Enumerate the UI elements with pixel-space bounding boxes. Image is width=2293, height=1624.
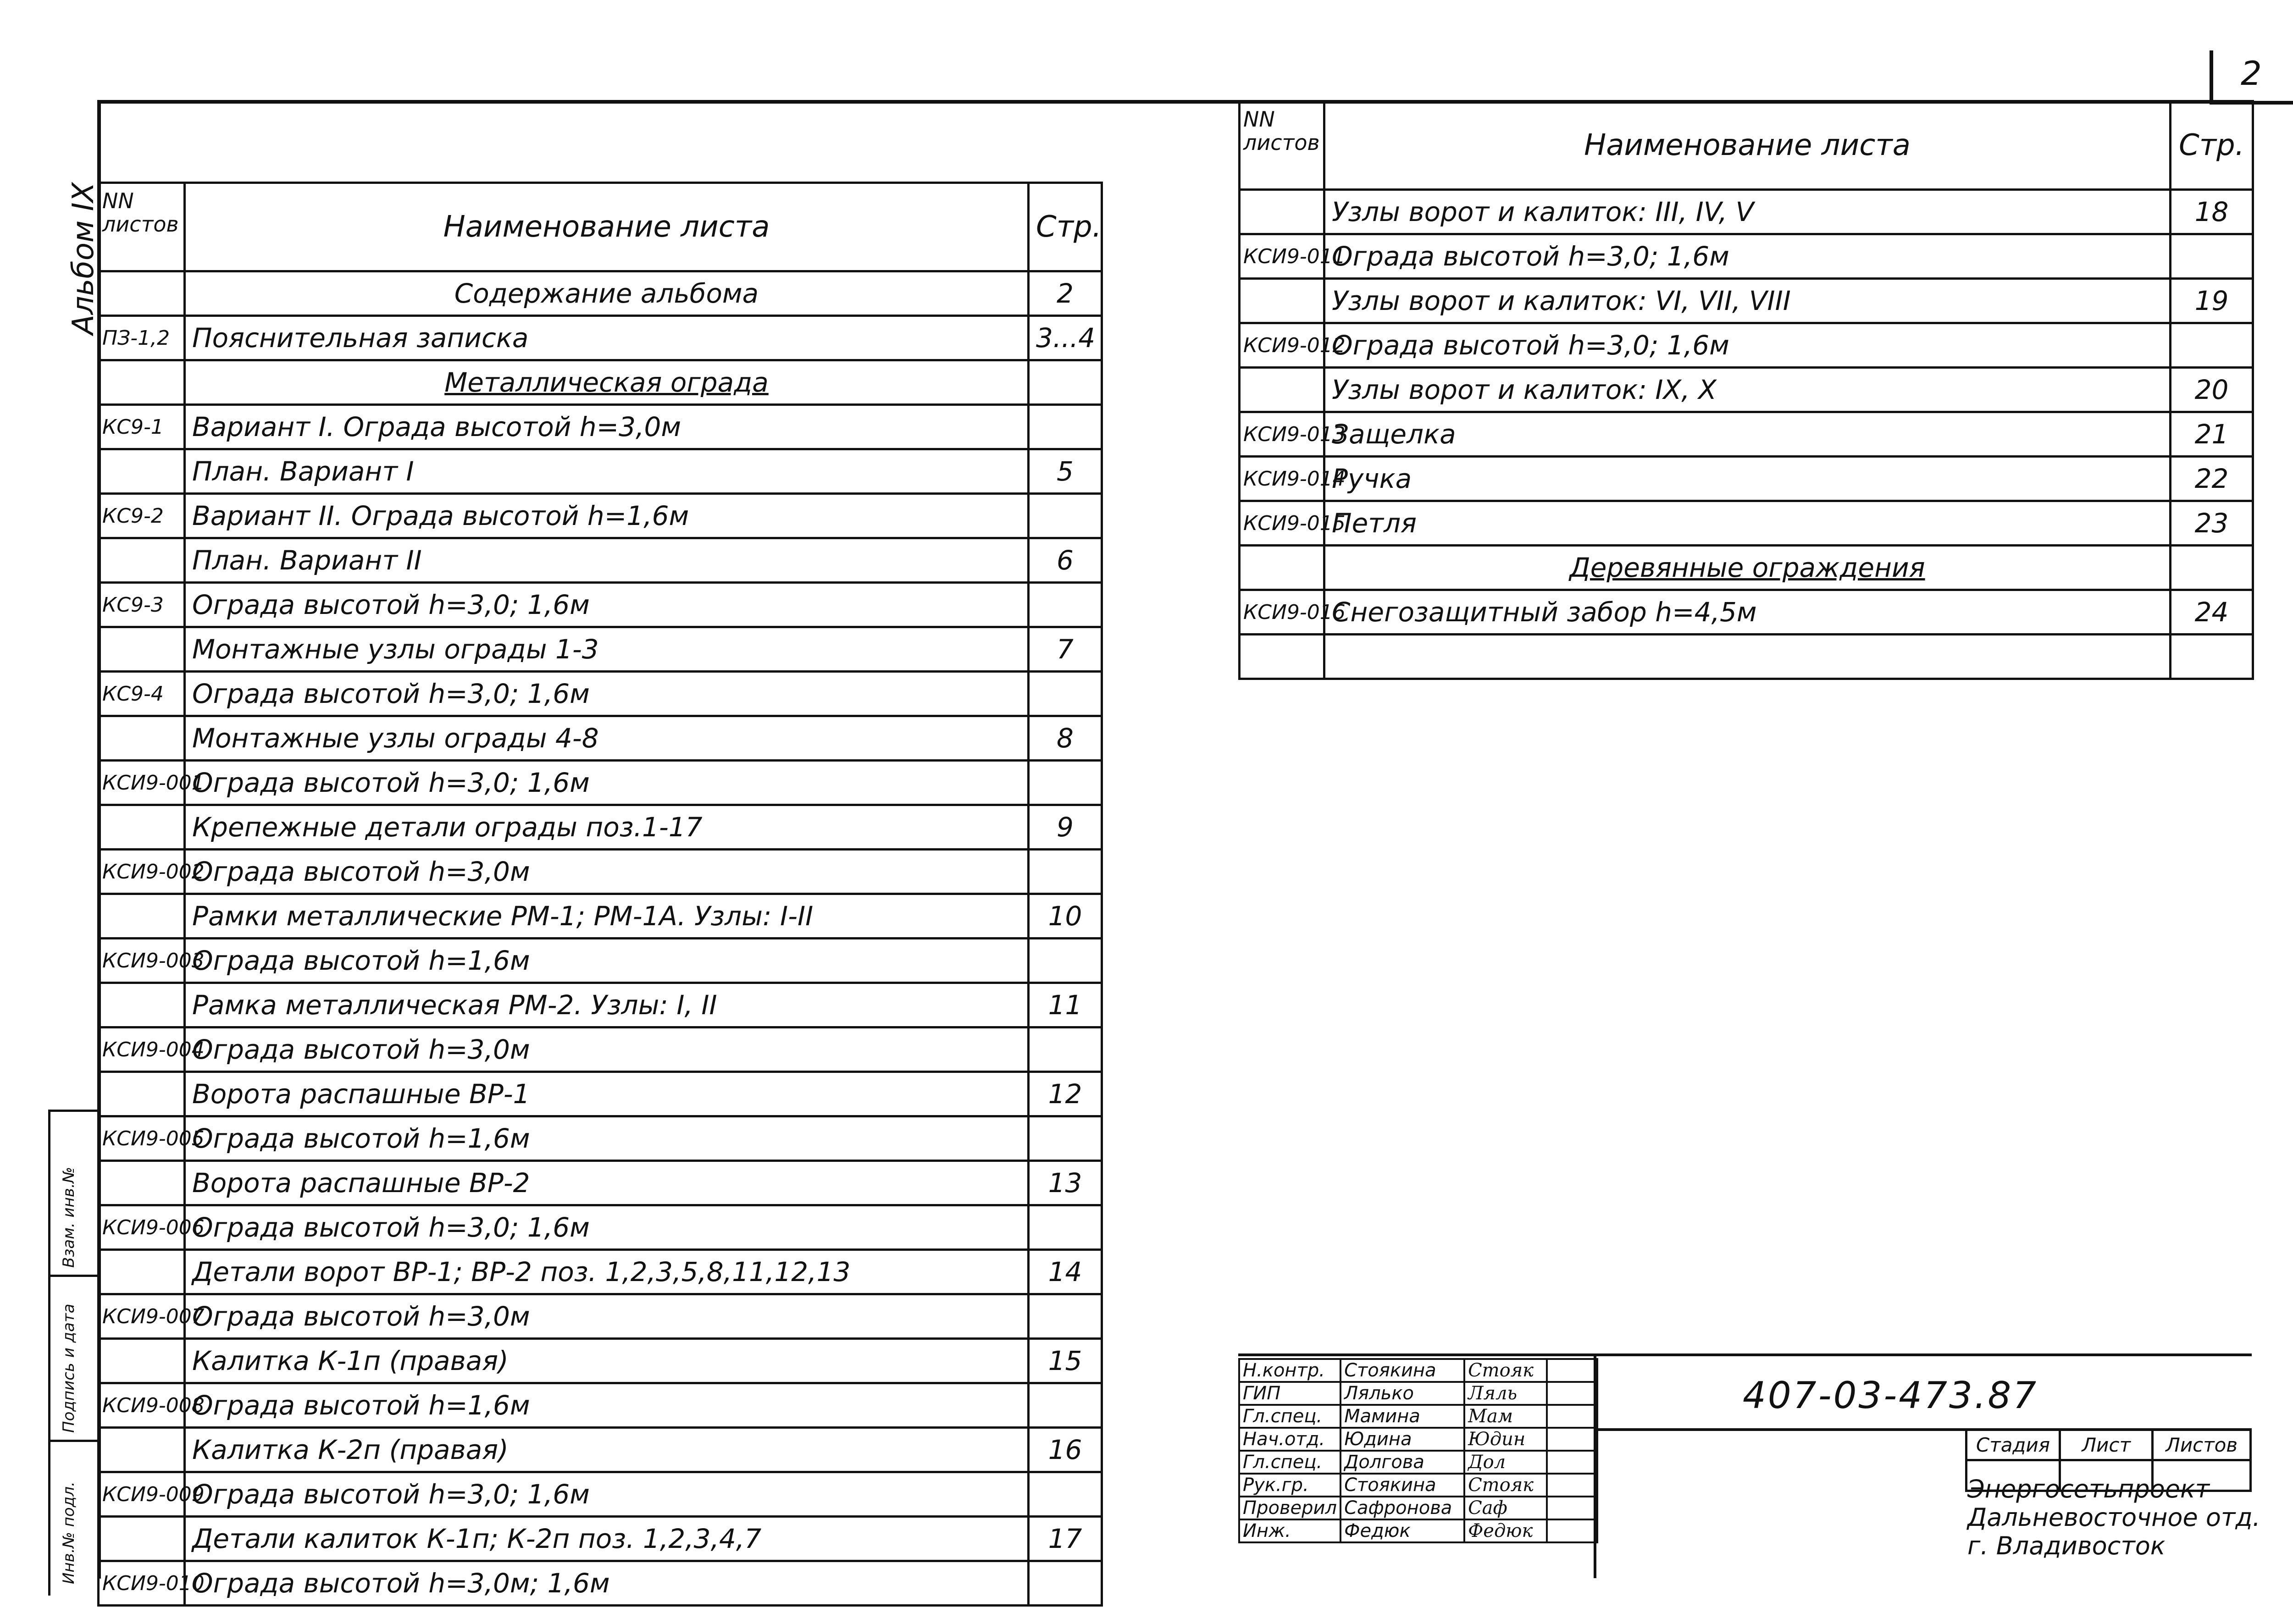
right-contents-table (1238, 100, 2254, 680)
sheet-name: Ограда высотой h=1,6м (185, 1116, 1029, 1161)
page-number (1029, 850, 1102, 894)
sheet-name: Ограда высотой h=3,0; 1,6м (185, 1472, 1029, 1517)
signer-name: Лялько (1340, 1382, 1464, 1405)
sheet-code (99, 894, 185, 939)
sheet-name: Ограда высотой h=3,0м (185, 1294, 1029, 1339)
sheet-name: Ограда высотой h=1,6м (185, 1383, 1029, 1428)
signer-date (1547, 1451, 1597, 1474)
sheet-name: Монтажные узлы ограды 4-8 (185, 716, 1029, 761)
table-row (99, 1250, 1102, 1294)
page-number (1029, 494, 1102, 538)
page-number: 5 (1029, 449, 1102, 494)
side-stamp-cell (50, 1275, 99, 1442)
sheet-code: КСИ9-005 (99, 1116, 185, 1161)
page-number: 17 (1029, 1517, 1102, 1561)
page-number: 20 (2171, 368, 2253, 412)
table-row (99, 449, 1102, 494)
table-row (99, 1027, 1102, 1072)
page-number (1029, 583, 1102, 627)
signature: Дол (1464, 1451, 1547, 1474)
sheet-name: Детали ворот ВР-1; ВР-2 поз. 1,2,3,5,8,11,12,13 (185, 1250, 1029, 1294)
page-number: 13 (1029, 1161, 1102, 1205)
sheet-name: Ручка (1324, 457, 2171, 501)
table-row (99, 1561, 1102, 1606)
sheet-code: КСИ9-012 (1240, 323, 1324, 368)
table-row (99, 1517, 1102, 1561)
sheet-name: Крепежные детали ограды поз.1-17 (185, 805, 1029, 850)
sheet-name: Ограда высотой h=3,0; 1,6м (1324, 323, 2171, 368)
table-row (1240, 590, 2253, 635)
signer-name: Федюк (1340, 1519, 1464, 1542)
sheet-header: Лист (2060, 1430, 2152, 1460)
signer-row (1239, 1474, 1597, 1497)
sheet-name: Ограда высотой h=3,0; 1,6м (185, 672, 1029, 716)
table-row (99, 716, 1102, 761)
signer-date (1547, 1474, 1597, 1497)
sheet-name: Узлы ворот и калиток: III, IV, V (1324, 190, 2171, 234)
sheet-name: Пояснительная записка (185, 316, 1029, 360)
table-row (1240, 546, 2253, 590)
table-row (99, 494, 1102, 538)
sheet-code: КС9-4 (99, 672, 185, 716)
table-row (99, 538, 1102, 583)
right-table-header (1240, 101, 2253, 190)
table-row (1240, 457, 2253, 501)
sheet-number: 2 (2241, 54, 2262, 93)
signature: Федюк (1464, 1519, 1547, 1542)
sheet-code: КСИ9-003 (99, 939, 185, 983)
header-nn: NN листов (1240, 101, 1324, 190)
side-stamp-cell (50, 1440, 99, 1593)
table-row (99, 1161, 1102, 1205)
sheet-code (99, 1428, 185, 1472)
left-table-header (99, 183, 1102, 271)
sheet-name: Ограда высотой h=3,0м; 1,6м (185, 1561, 1029, 1606)
page-number (1029, 1027, 1102, 1072)
table-row (1240, 412, 2253, 457)
signer-name: Стоякина (1340, 1359, 1464, 1382)
signature: Стояк (1464, 1359, 1547, 1382)
sheet-code (1240, 635, 1324, 679)
sheet-name: План. Вариант II (185, 538, 1029, 583)
page-number (2171, 323, 2253, 368)
signer-row (1239, 1382, 1597, 1405)
signer-name: Мамина (1340, 1405, 1464, 1428)
title-block-divider (1594, 1353, 1596, 1578)
sheet-name: Защелка (1324, 412, 2171, 457)
table-row (99, 850, 1102, 894)
side-stamp-cell (50, 1110, 99, 1277)
page-number: 2 (1029, 271, 1102, 316)
org-line: Энергосетьпроект (1967, 1475, 2210, 1503)
signature: Юдин (1464, 1428, 1547, 1451)
page-number: 16 (1029, 1428, 1102, 1472)
table-row (99, 316, 1102, 360)
table-row (99, 805, 1102, 850)
stage-header: Стадия (1966, 1430, 2060, 1460)
sheet-code (99, 449, 185, 494)
table-row (1240, 635, 2253, 679)
signature: Стояк (1464, 1474, 1547, 1497)
sheet-code (99, 538, 185, 583)
table-row (1240, 279, 2253, 323)
page-number: 18 (2171, 190, 2253, 234)
side-stamp-label: Инв.№ подл. (60, 1481, 78, 1584)
sheet-code: КСИ9-006 (99, 1205, 185, 1250)
signer-role: ГИП (1239, 1382, 1340, 1405)
sheet-code (99, 271, 185, 316)
table-row (99, 983, 1102, 1027)
signer-name: Сафронова (1340, 1497, 1464, 1519)
table-row (99, 1205, 1102, 1250)
sheet-code: КСИ9-013 (1240, 412, 1324, 457)
header-page: Стр. (2171, 101, 2253, 190)
side-stamp-label: Подпись и дата (60, 1304, 78, 1433)
sheet-code: КСИ9-004 (99, 1027, 185, 1072)
page-number: 15 (1029, 1339, 1102, 1383)
sheet-code (99, 1161, 185, 1205)
sheet-name: Ограда высотой h=3,0; 1,6м (185, 583, 1029, 627)
page-number (1029, 360, 1102, 405)
sheet-name: План. Вариант I (185, 449, 1029, 494)
sheet-code (99, 1517, 185, 1561)
signer-date (1547, 1405, 1597, 1428)
sheet-code: КС9-1 (99, 405, 185, 449)
sheet-code (99, 1250, 185, 1294)
table-row (99, 1472, 1102, 1517)
page-number: 22 (2171, 457, 2253, 501)
sheet-name: Петля (1324, 501, 2171, 546)
signer-role: Нач.отд. (1239, 1428, 1340, 1451)
signer-name: Стоякина (1340, 1474, 1464, 1497)
signer-role: Рук.гр. (1239, 1474, 1340, 1497)
signature: Ляль (1464, 1382, 1547, 1405)
sheet-code (99, 983, 185, 1027)
sheet-name: Рамки металлические РМ-1; РМ-1А. Узлы: I-II (185, 894, 1029, 939)
table-row (99, 271, 1102, 316)
signer-role: Н.контр. (1239, 1359, 1340, 1382)
signer-date (1547, 1428, 1597, 1451)
page-number: 23 (2171, 501, 2253, 546)
table-row (99, 1294, 1102, 1339)
sheet-code: КСИ9-016 (1240, 590, 1324, 635)
sheet-name: Узлы ворот и калиток: IX, X (1324, 368, 2171, 412)
signer-row (1239, 1405, 1597, 1428)
table-row (1240, 501, 2253, 546)
page-number (1029, 939, 1102, 983)
sheet-code (1240, 546, 1324, 590)
sheet-code: КС9-2 (99, 494, 185, 538)
table-row (99, 405, 1102, 449)
sheet-code (1240, 279, 1324, 323)
table-row (1240, 323, 2253, 368)
signer-row (1239, 1428, 1597, 1451)
header-page: Стр. (1029, 183, 1102, 271)
sheet-code: КСИ9-007 (99, 1294, 185, 1339)
side-stamp-label: Взам. инв.№ (60, 1166, 78, 1268)
signer-date (1547, 1382, 1597, 1405)
sheet-name: Ворота распашные ВР-2 (185, 1161, 1029, 1205)
organization (1967, 1475, 2260, 1560)
signer-row (1239, 1451, 1597, 1474)
page-number (1029, 1205, 1102, 1250)
sheet-code (99, 627, 185, 672)
table-row (99, 627, 1102, 672)
sheet-code: КСИ9-011 (1240, 234, 1324, 279)
signers-table (1238, 1358, 1598, 1543)
sheet-name: Вариант II. Ограда высотой h=1,6м (185, 494, 1029, 538)
title-block (1238, 1353, 2260, 1578)
sheet-name: Снегозащитный забор h=4,5м (1324, 590, 2171, 635)
table-row (1240, 234, 2253, 279)
table-row (99, 1072, 1102, 1116)
sheet-code (99, 360, 185, 405)
signature: Саф (1464, 1497, 1547, 1519)
sheet-code: КСИ9-014 (1240, 457, 1324, 501)
sheet-name: Ограда высотой h=3,0; 1,6м (185, 761, 1029, 805)
sheet-code: КСИ9-008 (99, 1383, 185, 1428)
signer-row (1239, 1359, 1597, 1382)
sheet-name (1324, 635, 2171, 679)
sheets-header: Листов (2153, 1430, 2251, 1460)
sheet-code (1240, 368, 1324, 412)
sheet-code: КСИ9-009 (99, 1472, 185, 1517)
sheet-code (99, 1339, 185, 1383)
sheet-name: Ограда высотой h=3,0; 1,6м (185, 1205, 1029, 1250)
sheet-name: Металлическая ограда (185, 360, 1029, 405)
page-number: 7 (1029, 627, 1102, 672)
sheet-name: Ограда высотой h=3,0м (185, 1027, 1029, 1072)
page-number (1029, 1294, 1102, 1339)
album-label: Альбом IX (66, 182, 100, 335)
sheet-number-box (2210, 50, 2293, 105)
table-row (99, 1383, 1102, 1428)
table-row (99, 1339, 1102, 1383)
header-name: Наименование листа (185, 183, 1029, 271)
signer-row (1239, 1497, 1597, 1519)
page-number: 19 (2171, 279, 2253, 323)
sheet-code (1240, 190, 1324, 234)
page-number: 9 (1029, 805, 1102, 850)
page-number (1029, 1561, 1102, 1606)
page-number: 14 (1029, 1250, 1102, 1294)
page-number: 6 (1029, 538, 1102, 583)
table-row (1240, 190, 2253, 234)
table-row (99, 1116, 1102, 1161)
signer-name: Долгова (1340, 1451, 1464, 1474)
sheet-code: ПЗ-1,2 (99, 316, 185, 360)
signer-role: Проверил (1239, 1497, 1340, 1519)
header-nn: NN листов (99, 183, 185, 271)
sheet-code: КСИ9-002 (99, 850, 185, 894)
header-name: Наименование листа (1324, 101, 2171, 190)
signer-date (1547, 1359, 1597, 1382)
left-contents-table (97, 182, 1103, 1607)
sheet-code: КСИ9-010 (99, 1561, 185, 1606)
page-number (1029, 761, 1102, 805)
sheet-code: КС9-3 (99, 583, 185, 627)
page-number (2171, 546, 2253, 590)
page-number: 11 (1029, 983, 1102, 1027)
page-number: 24 (2171, 590, 2253, 635)
page-number: 10 (1029, 894, 1102, 939)
table-row (99, 761, 1102, 805)
table-row (99, 894, 1102, 939)
sheet-code (99, 1072, 185, 1116)
page-number (1029, 405, 1102, 449)
table-row (1240, 368, 2253, 412)
signer-row (1239, 1519, 1597, 1542)
sheet-name: Ограда высотой h=1,6м (185, 939, 1029, 983)
sheet-name: Калитка К-1п (правая) (185, 1339, 1029, 1383)
side-stamp (48, 1110, 101, 1596)
signer-role: Гл.спец. (1239, 1405, 1340, 1428)
page-number (2171, 234, 2253, 279)
document-code: 407-03-473.87 (1743, 1374, 2038, 1417)
sheet-name: Узлы ворот и калиток: VI, VII, VIII (1324, 279, 2171, 323)
sheet-name: Содержание альбома (185, 271, 1029, 316)
page-number: 8 (1029, 716, 1102, 761)
sheet-name: Детали калиток К-1п; К-2п поз. 1,2,3,4,7 (185, 1517, 1029, 1561)
signer-date (1547, 1519, 1597, 1542)
signer-name: Юдина (1340, 1428, 1464, 1451)
org-line: г. Владивосток (1967, 1531, 2166, 1561)
table-row (99, 939, 1102, 983)
sheet-name: Монтажные узлы ограды 1-3 (185, 627, 1029, 672)
page-number: 12 (1029, 1072, 1102, 1116)
page-number (1029, 1472, 1102, 1517)
page-number (1029, 1383, 1102, 1428)
sheet-name: Вариант I. Ограда высотой h=3,0м (185, 405, 1029, 449)
sheet-name: Калитка К-2п (правая) (185, 1428, 1029, 1472)
page-number (1029, 672, 1102, 716)
sheet-code (99, 716, 185, 761)
page-number: 3...4 (1029, 316, 1102, 360)
sheet-name: Ворота распашные ВР-1 (185, 1072, 1029, 1116)
table-row (99, 360, 1102, 405)
page-number (1029, 1116, 1102, 1161)
sheet-code (99, 805, 185, 850)
signer-role: Инж. (1239, 1519, 1340, 1542)
table-row (99, 583, 1102, 627)
sheet-code: КСИ9-015 (1240, 501, 1324, 546)
signer-role: Гл.спец. (1239, 1451, 1340, 1474)
sheet-name: Рамка металлическая РМ-2. Узлы: I, II (185, 983, 1029, 1027)
table-row (99, 672, 1102, 716)
sheet-code: КСИ9-001 (99, 761, 185, 805)
table-row (99, 1428, 1102, 1472)
sheet-name: Ограда высотой h=3,0м (185, 850, 1029, 894)
org-line: Дальневосточное отд. (1967, 1503, 2260, 1532)
sheet-name: Ограда высотой h=3,0; 1,6м (1324, 234, 2171, 279)
signature: Мам (1464, 1405, 1547, 1428)
signer-date (1547, 1497, 1597, 1519)
sheet-name: Деревянные ограждения (1324, 546, 2171, 590)
page-number: 21 (2171, 412, 2253, 457)
page-number (2171, 635, 2253, 679)
